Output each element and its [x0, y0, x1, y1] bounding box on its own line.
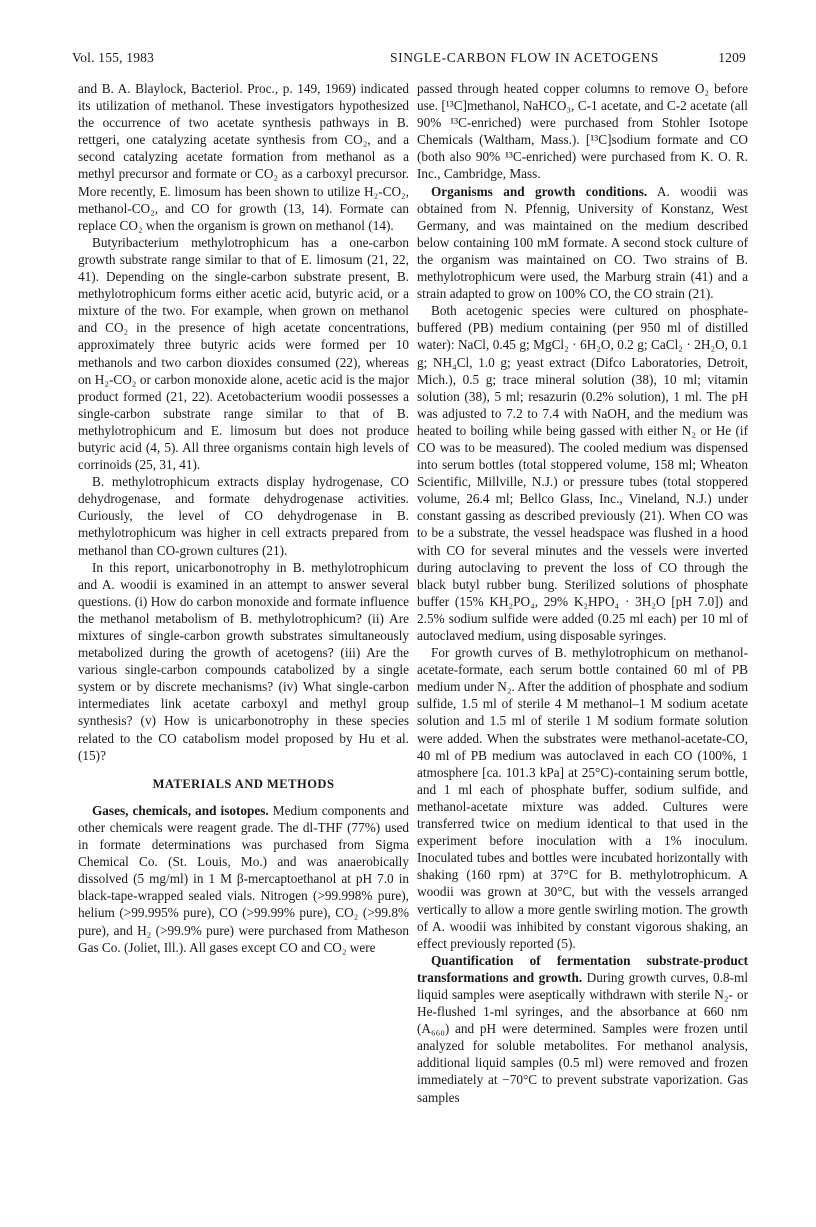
paragraph — [417, 183, 748, 303]
paragraph: For growth curves of B. methylotrophicum on methanol-acetate-formate, each serum bottle contained 60 ml of PB medium under N₂. After the addition of phosphate and sodium sulfide, 1.5 ml of sterile 4 M methanol–1 M sodium acetate solution and 1.5 ml of sterile 1 M sodium formate solution were added. When the substrates were methanol-acetate-CO, 40 ml of PB medium was autoclaved in each CO (100%, 1 atmosphere [ca. 101.3 kPa] at 25°C)-containing serum bottle, and 1 ml each of phosphate buffer, sodium sulfide, and methanol-acetate mixture was added. Cultures were transferred twice on medium identical to that used in the experiment before inoculation with a 1% inoculum. Inoculated tubes and bottles were incubated horizontally with shaking (160 rpm) at 37°C for B. methylotrophicum. A woodii was grown at 30°C, but with the vessels arranged vertically to allow a more gentle swirling motion. The growth of A. woodii was inhibited by constant vigorous shaking, an effect previously reported (5). — [417, 645, 748, 951]
run-in-heading: Gases, chemicals, and isotopes. — [92, 802, 269, 818]
paragraph-text: During growth curves, 0.8-ml liquid samples were aseptically withdrawn with sterile N₂- or He-flushed 1-ml syringes, and the absorbance at 660 nm (A₆₆₀) and pH were determined. Samples were frozen until analyzed for soluble metabolites. For methanol analysis, additional liquid samples (0.5 ml) were removed and frozen immediately at −70°C to prevent substrate vaporization. Gas samples — [417, 969, 749, 1105]
paragraph: Butyribacterium methylotrophicum has a one-carbon growth substrate range similar to that of E. limosum (21, 22, 41). Depending on the single-carbon substrate present, B. methylotrophicum forms either acetic acid, butyric acid, or a mixture of the two. For example, when grown on methanol and CO₂ in the presence of high acetate concentrations, approximately three butyric acids were formed per 10 methanols and two carbon dioxides consumed (22), whereas on H₂-CO₂ or carbon monoxide alone, acetic acid is the major product formed (21, 22). Acetobacterium woodii possesses a single-carbon substrate range similar to that of B. methylotrophicum and E. limosum but does not produce butyric acid (4, 5). All three organisms contain high levels of corrinoids (25, 31, 41). — [78, 234, 409, 473]
section-heading: MATERIALS AND METHODS — [152, 776, 335, 791]
paragraph-text: A. woodii was obtained from N. Pfennig, University of Konstanz, West Germany, and was maintained on the medium described below containing 100 mM formate. A second stock culture of the organism was maintained on CO. Two strains of B. methylotrophicum were used, the Marburg strain (41) and a strain adapted to grow on 100% CO, the CO strain (21). — [417, 183, 749, 302]
paragraph — [417, 952, 748, 1106]
right-column — [417, 80, 748, 1106]
paragraph: In this report, unicarbonotrophy in B. methylotrophicum and A. woodii is examined in an attempt to answer several questions. (i) How do carbon monoxide and formate influence the methanol metabolism of B. methylotrophicum? (ii) Are mixtures of single-carbon growth substrates simultaneously metabolized during the growth of acetogens? (iii) Are the various single-carbon compounds catabolized by a single system or by discrete mechanisms? (iv) What single-carbon intermediates link acetate carboxyl and methyl group synthesis? (v) How is unicarbonotrophy in these species related to the CO catabolism model proposed by Hu et al. (15)? — [78, 559, 409, 763]
paragraph: Both acetogenic species were cultured on phosphate-buffered (PB) medium containing (per 950 ml of distilled water): NaCl, 0.45 g; MgCl₂ · 6H₂O, 0.2 g; CaCl₂ · 2H₂O, 0.1 g; NH₄Cl, 1.0 g; yeast extract (Difco Laboratories, Detroit, Mich.), 0.5 g; trace mineral solution (38), 10 ml; vitamin solution (38), 5 ml; resazurin (0.2% solution), 1 ml. The pH was adjusted to 7.2 to 7.4 with NaOH, and the medium was heated to boiling while being gassed with either N₂ or He (if CO was to be measured). The cooled medium was dispensed into serum bottles (total stoppered volume, 158 ml; Wheaton Scientific, Millville, N.J.) or pressure tubes (total stoppered volume, 26.4 ml; Bellco Glass, Inc., Vineland, N.J.) under constant gassing as described previously (21). When CO was to be a substrate, the vessel headspace was flushed in a hood with CO for several minutes and the vessels were inverted during autoclaving to prevent the loss of CO through the black butyl rubber bung. Sterilized solutions of phosphate buffer (15% KH₂PO₄, 29% K₂HPO₄ · 3H₂O [pH 7.0]) and 2.5% sodium sulfide were added (0.25 ml each) per 10 ml of autoclaved medium, using disposable syringes. — [417, 303, 748, 643]
running-header — [72, 50, 746, 72]
run-in-heading: Quantification of fermentation substrate-product transformations and growth. — [417, 952, 748, 985]
run-in-heading: Organisms and growth conditions. — [431, 183, 648, 199]
paragraph-text: Medium components and other chemicals were reagent grade. The dl-THF (77%) used in formate determinations was purchased from Sigma Chemical Co. (St. Louis, Mo.) and was anaerobically dissolved (5 mg/ml) in 1 M β-mercaptoethanol at pH 7.0 in black-tape-wrapped sealed vials. Nitrogen (>99.998% pure), helium (>99.995% pure), CO (>99.99% pure), CO₂ (>99.8% pure), and H₂ (>99.9% pure) were purchased from Matheson Gas Co. (Joliet, Ill.). All gases except CO and CO₂ were — [78, 802, 409, 955]
volume-label: Vol. 155, 1983 — [72, 50, 155, 65]
page-number: 1209 — [718, 50, 746, 65]
paragraph — [78, 802, 409, 956]
running-title: SINGLE-CARBON FLOW IN ACETOGENS — [390, 50, 659, 65]
paragraph: and B. A. Blaylock, Bacteriol. Proc., p. 149, 1969) indicated its utilization of methanol. These investigators hypothesized the occurrence of two acetate synthesis pathways in B. rettgeri, one catalyzing acetate synthesis from CO₂, and a second catalyzing acetate formation from methanol as a methyl precursor and formate or CO₂ as a carboxyl precursor. More recently, E. limosum has been shown to utilize H₂-CO₂, methanol-CO₂, and CO for growth (13, 14). Formate can replace CO₂ when the organism is grown on methanol (14). — [78, 81, 409, 233]
paragraph: passed through heated copper columns to remove O₂ before use. [¹³C]methanol, NaHCO₃, C-1 acetate, and C-2 acetate (all 90% ¹³C-enriched) were purchased from Stohler Isotope Chemicals (Waltham, Mass.). [¹³C]sodium formate and CO (both also 90% ¹³C-enriched) were purchased from K. O. R. Inc., Cambridge, Mass. — [417, 81, 748, 182]
left-column — [78, 80, 409, 956]
paragraph: B. methylotrophicum extracts display hydrogenase, CO dehydrogenase, and formate dehydrogenase activities. Curiously, the level of CO dehydrogenase in B. methylotrophicum was higher in cell extracts prepared from methanol than CO-grown cultures (21). — [78, 474, 409, 558]
